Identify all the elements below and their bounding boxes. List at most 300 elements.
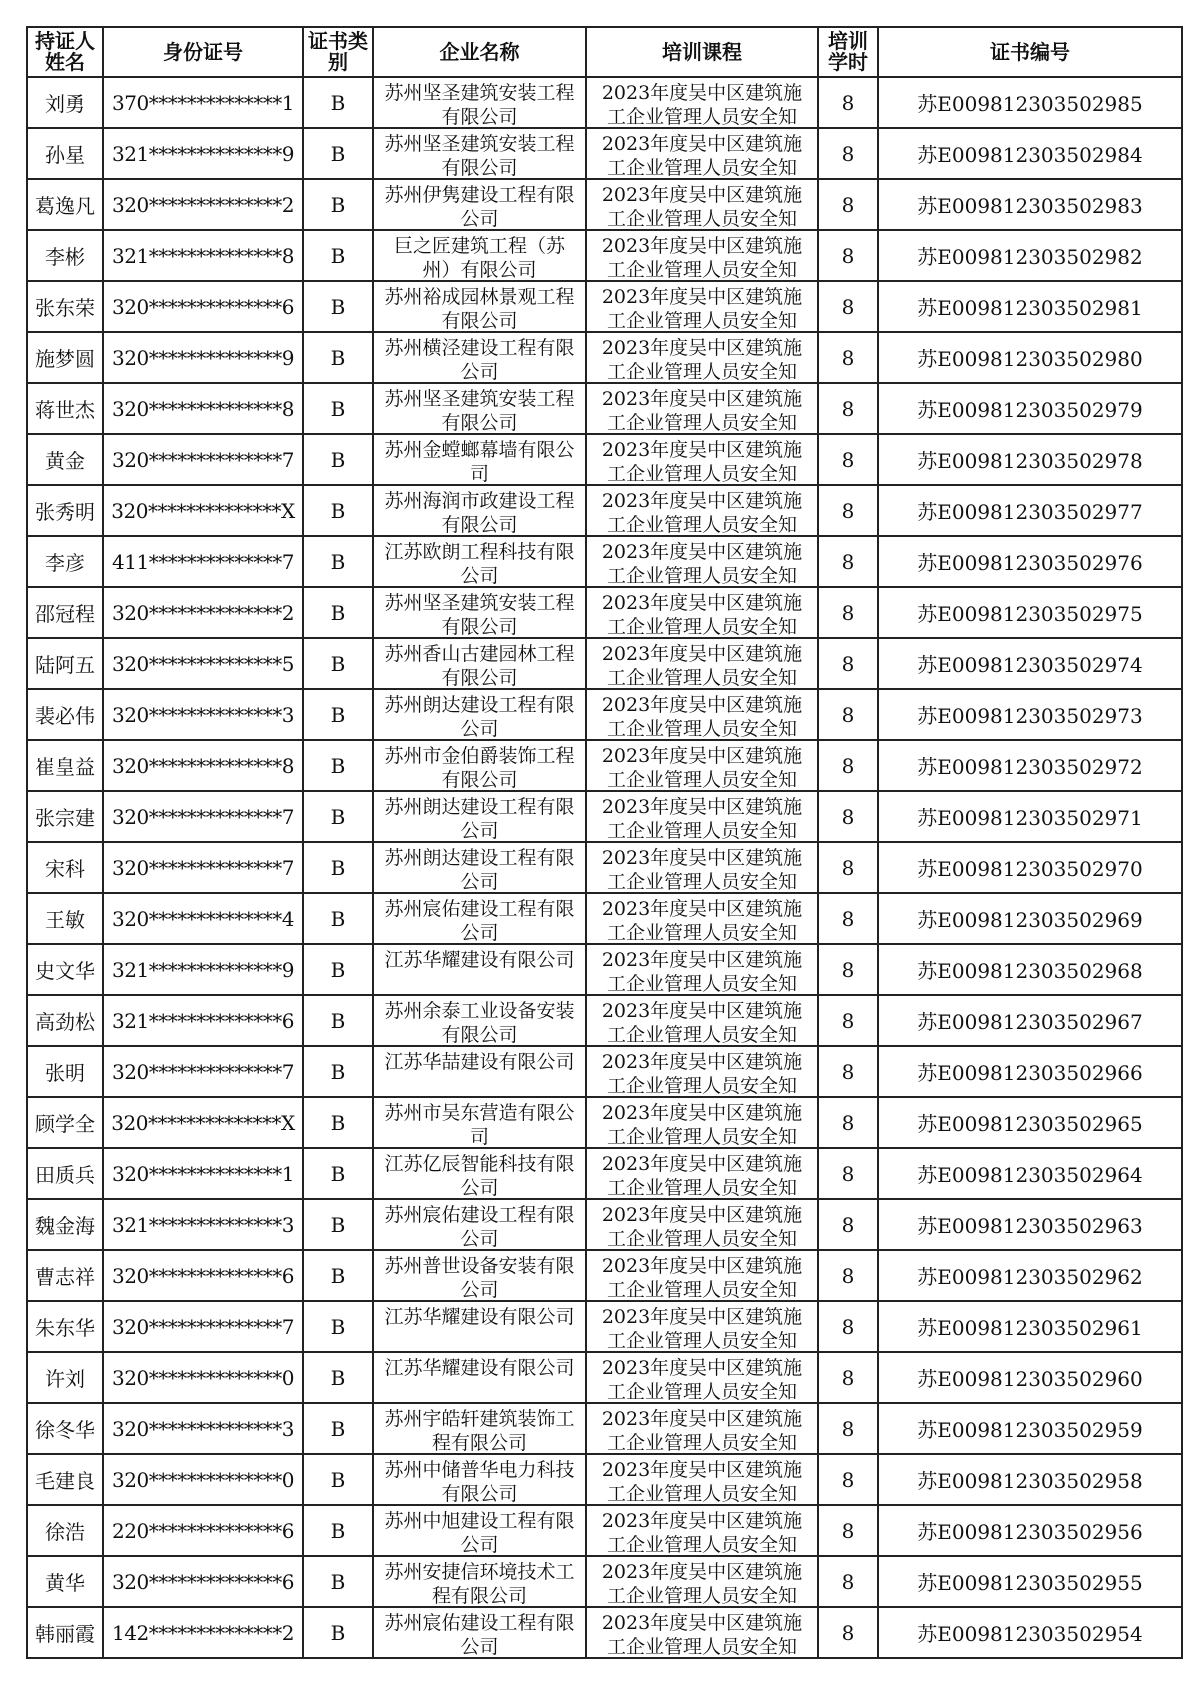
company-name-cell	[373, 1607, 586, 1658]
holder-name: 田质兵	[27, 1148, 103, 1199]
holder-name: 顾学全	[27, 1097, 103, 1148]
company-name: 苏州宸佑建设工程有限公司	[384, 897, 575, 943]
holder-name: 张秀明	[27, 485, 103, 536]
course-cell	[586, 1352, 818, 1403]
cert-category: B	[303, 944, 373, 995]
training-hours: 8	[818, 281, 878, 332]
company-name: 苏州安捷信环境技术工程有限公司	[384, 1560, 575, 1606]
company-name-cell	[373, 1250, 586, 1301]
cert-number: 苏E009812303502960	[878, 1352, 1182, 1403]
company-name: 苏州坚圣建筑安装工程有限公司	[384, 387, 575, 433]
cert-category: B	[303, 281, 373, 332]
course-name: 2023年度吴中区建筑施工企业管理人员安全知	[601, 387, 803, 433]
course-name: 2023年度吴中区建筑施工企业管理人员安全知	[601, 999, 803, 1045]
id-number: 320**************2	[103, 587, 303, 638]
course-cell	[586, 1607, 818, 1658]
training-hours: 8	[818, 842, 878, 893]
company-name-cell	[373, 638, 586, 689]
table-row	[27, 1454, 1182, 1505]
header-cert-no: 证书编号	[878, 27, 1182, 77]
course-cell	[586, 1250, 818, 1301]
cert-category: B	[303, 1250, 373, 1301]
cert-category: B	[303, 230, 373, 281]
holder-name: 王敏	[27, 893, 103, 944]
course-cell	[586, 1097, 818, 1148]
table-row	[27, 740, 1182, 791]
cert-category: B	[303, 1199, 373, 1250]
id-number: 321**************9	[103, 128, 303, 179]
cert-category: B	[303, 332, 373, 383]
table-row	[27, 1148, 1182, 1199]
holder-name: 朱东华	[27, 1301, 103, 1352]
training-hours: 8	[818, 1199, 878, 1250]
course-cell	[586, 1046, 818, 1097]
company-name-cell	[373, 179, 586, 230]
course-cell	[586, 485, 818, 536]
id-number: 320**************6	[103, 281, 303, 332]
course-name: 2023年度吴中区建筑施工企业管理人员安全知	[601, 1458, 803, 1504]
company-name: 苏州市吴东营造有限公司	[384, 1101, 575, 1147]
course-name: 2023年度吴中区建筑施工企业管理人员安全知	[601, 1305, 803, 1351]
table-row	[27, 332, 1182, 383]
company-name: 苏州伊隽建设工程有限公司	[384, 183, 575, 229]
cert-number: 苏E009812303502970	[878, 842, 1182, 893]
training-hours: 8	[818, 77, 878, 128]
cert-number: 苏E009812303502965	[878, 1097, 1182, 1148]
id-number: 321**************6	[103, 995, 303, 1046]
company-name: 苏州中旭建设工程有限公司	[384, 1509, 575, 1555]
course-cell	[586, 638, 818, 689]
course-name: 2023年度吴中区建筑施工企业管理人员安全知	[601, 1050, 803, 1096]
course-name: 2023年度吴中区建筑施工企业管理人员安全知	[601, 1560, 803, 1606]
company-name: 江苏亿辰智能科技有限公司	[384, 1152, 575, 1198]
cert-number: 苏E009812303502958	[878, 1454, 1182, 1505]
cert-category: B	[303, 842, 373, 893]
company-name: 苏州朗达建设工程有限公司	[384, 846, 575, 892]
holder-name: 韩丽霞	[27, 1607, 103, 1658]
holder-name: 施梦圆	[27, 332, 103, 383]
cert-number: 苏E009812303502981	[878, 281, 1182, 332]
company-name-cell	[373, 944, 586, 995]
holder-name: 黄金	[27, 434, 103, 485]
holder-name: 高劲松	[27, 995, 103, 1046]
company-name-cell	[373, 383, 586, 434]
table-row	[27, 281, 1182, 332]
cert-number: 苏E009812303502984	[878, 128, 1182, 179]
id-number: 320**************7	[103, 434, 303, 485]
cert-number: 苏E009812303502961	[878, 1301, 1182, 1352]
course-cell	[586, 1301, 818, 1352]
id-number: 320**************6	[103, 1556, 303, 1607]
table-row	[27, 638, 1182, 689]
training-hours: 8	[818, 230, 878, 281]
id-number: 320**************9	[103, 332, 303, 383]
id-number: 321**************3	[103, 1199, 303, 1250]
holder-name: 史文华	[27, 944, 103, 995]
holder-name: 毛建良	[27, 1454, 103, 1505]
header-row	[27, 27, 1182, 77]
company-name-cell	[373, 1454, 586, 1505]
training-hours: 8	[818, 740, 878, 791]
company-name-cell	[373, 1301, 586, 1352]
course-name: 2023年度吴中区建筑施工企业管理人员安全知	[601, 438, 803, 484]
id-number: 320**************8	[103, 740, 303, 791]
holder-name: 黄华	[27, 1556, 103, 1607]
id-number: 320**************7	[103, 1301, 303, 1352]
company-name: 江苏华喆建设有限公司	[384, 1050, 575, 1073]
training-hours: 8	[818, 1250, 878, 1301]
company-name: 江苏华耀建设有限公司	[384, 1356, 575, 1379]
id-number: 370**************1	[103, 77, 303, 128]
training-hours: 8	[818, 1148, 878, 1199]
course-cell	[586, 893, 818, 944]
holder-name: 徐冬华	[27, 1403, 103, 1454]
course-cell	[586, 332, 818, 383]
cert-category: B	[303, 740, 373, 791]
course-cell	[586, 842, 818, 893]
holder-name: 蒋世杰	[27, 383, 103, 434]
training-hours: 8	[818, 1556, 878, 1607]
table-row	[27, 179, 1182, 230]
company-name-cell	[373, 1148, 586, 1199]
course-cell	[586, 1556, 818, 1607]
course-cell	[586, 434, 818, 485]
cert-category: B	[303, 995, 373, 1046]
company-name: 江苏华耀建设有限公司	[384, 948, 575, 971]
table-header	[27, 27, 1182, 77]
id-number: 320**************3	[103, 689, 303, 740]
table-row	[27, 434, 1182, 485]
cert-category: B	[303, 1403, 373, 1454]
company-name-cell	[373, 536, 586, 587]
table-row	[27, 1607, 1182, 1658]
cert-category: B	[303, 128, 373, 179]
course-name: 2023年度吴中区建筑施工企业管理人员安全知	[601, 1152, 803, 1198]
course-name: 2023年度吴中区建筑施工企业管理人员安全知	[601, 897, 803, 943]
holder-name: 崔皇益	[27, 740, 103, 791]
table-row	[27, 1199, 1182, 1250]
holder-name: 徐浩	[27, 1505, 103, 1556]
cert-category: B	[303, 791, 373, 842]
cert-number: 苏E009812303502971	[878, 791, 1182, 842]
training-hours: 8	[818, 638, 878, 689]
id-number: 320**************4	[103, 893, 303, 944]
course-name: 2023年度吴中区建筑施工企业管理人员安全知	[601, 1101, 803, 1147]
course-name: 2023年度吴中区建筑施工企业管理人员安全知	[601, 183, 803, 229]
course-name: 2023年度吴中区建筑施工企业管理人员安全知	[601, 591, 803, 637]
cert-number: 苏E009812303502959	[878, 1403, 1182, 1454]
training-hours: 8	[818, 179, 878, 230]
cert-category: B	[303, 77, 373, 128]
cert-number: 苏E009812303502956	[878, 1505, 1182, 1556]
cert-category: B	[303, 1607, 373, 1658]
holder-name: 裴必伟	[27, 689, 103, 740]
course-cell	[586, 536, 818, 587]
training-hours: 8	[818, 587, 878, 638]
training-hours: 8	[818, 128, 878, 179]
company-name-cell	[373, 1199, 586, 1250]
table-row	[27, 893, 1182, 944]
id-number: 320**************7	[103, 842, 303, 893]
id-number: 320**************0	[103, 1454, 303, 1505]
company-name-cell	[373, 1556, 586, 1607]
cert-number: 苏E009812303502985	[878, 77, 1182, 128]
company-name-cell	[373, 740, 586, 791]
company-name: 巨之匠建筑工程（苏州）有限公司	[393, 234, 565, 280]
company-name: 苏州宇皓轩建筑装饰工程有限公司	[384, 1407, 575, 1453]
training-hours: 8	[818, 1301, 878, 1352]
cert-number: 苏E009812303502974	[878, 638, 1182, 689]
cert-number: 苏E009812303502982	[878, 230, 1182, 281]
table-row	[27, 128, 1182, 179]
course-name: 2023年度吴中区建筑施工企业管理人员安全知	[601, 336, 803, 382]
company-name-cell	[373, 230, 586, 281]
company-name: 江苏欧朗工程科技有限公司	[384, 540, 575, 586]
cert-category: B	[303, 1301, 373, 1352]
holder-name: 刘勇	[27, 77, 103, 128]
table-row	[27, 1097, 1182, 1148]
company-name-cell	[373, 434, 586, 485]
course-name: 2023年度吴中区建筑施工企业管理人员安全知	[601, 1407, 803, 1453]
id-number: 320**************X	[103, 485, 303, 536]
course-name: 2023年度吴中区建筑施工企业管理人员安全知	[601, 132, 803, 178]
cert-number: 苏E009812303502968	[878, 944, 1182, 995]
table-row	[27, 77, 1182, 128]
id-number: 321**************9	[103, 944, 303, 995]
training-hours: 8	[818, 383, 878, 434]
course-name: 2023年度吴中区建筑施工企业管理人员安全知	[601, 744, 803, 790]
cert-category: B	[303, 587, 373, 638]
course-cell	[586, 383, 818, 434]
company-name: 苏州朗达建设工程有限公司	[384, 693, 575, 739]
company-name-cell	[373, 791, 586, 842]
training-hours: 8	[818, 995, 878, 1046]
training-hours: 8	[818, 1505, 878, 1556]
company-name: 苏州金螳螂幕墙有限公司	[384, 438, 575, 484]
header-hours: 培训学时	[818, 27, 878, 77]
table-row	[27, 689, 1182, 740]
id-number: 142**************2	[103, 1607, 303, 1658]
holder-name: 魏金海	[27, 1199, 103, 1250]
training-hours: 8	[818, 893, 878, 944]
holder-name: 陆阿五	[27, 638, 103, 689]
course-cell	[586, 179, 818, 230]
cert-number: 苏E009812303502955	[878, 1556, 1182, 1607]
course-name: 2023年度吴中区建筑施工企业管理人员安全知	[601, 1611, 803, 1657]
training-hours: 8	[818, 944, 878, 995]
company-name-cell	[373, 1505, 586, 1556]
id-number: 320**************6	[103, 1250, 303, 1301]
id-number: 320**************0	[103, 1352, 303, 1403]
cert-category: B	[303, 638, 373, 689]
holder-name: 宋科	[27, 842, 103, 893]
cert-category: B	[303, 689, 373, 740]
table-row	[27, 1505, 1182, 1556]
id-number: 320**************X	[103, 1097, 303, 1148]
training-hours: 8	[818, 689, 878, 740]
id-number: 320**************7	[103, 1046, 303, 1097]
training-hours: 8	[818, 791, 878, 842]
company-name: 苏州坚圣建筑安装工程有限公司	[384, 591, 575, 637]
course-cell	[586, 689, 818, 740]
header-name: 持证人姓名	[27, 27, 103, 77]
cert-category: B	[303, 485, 373, 536]
cert-number: 苏E009812303502967	[878, 995, 1182, 1046]
table-row	[27, 230, 1182, 281]
header-company: 企业名称	[373, 27, 586, 77]
cert-category: B	[303, 1148, 373, 1199]
cert-number: 苏E009812303502954	[878, 1607, 1182, 1658]
holder-name: 张宗建	[27, 791, 103, 842]
company-name-cell	[373, 893, 586, 944]
training-hours: 8	[818, 332, 878, 383]
id-number: 320**************3	[103, 1403, 303, 1454]
holder-name: 曹志祥	[27, 1250, 103, 1301]
company-name-cell	[373, 689, 586, 740]
company-name-cell	[373, 995, 586, 1046]
course-name: 2023年度吴中区建筑施工企业管理人员安全知	[601, 234, 803, 280]
company-name: 苏州市金伯爵装饰工程有限公司	[384, 744, 575, 790]
training-hours: 8	[818, 1454, 878, 1505]
cert-category: B	[303, 434, 373, 485]
course-name: 2023年度吴中区建筑施工企业管理人员安全知	[601, 693, 803, 739]
table-row	[27, 1403, 1182, 1454]
cert-category: B	[303, 1352, 373, 1403]
id-number: 220**************6	[103, 1505, 303, 1556]
course-name: 2023年度吴中区建筑施工企业管理人员安全知	[601, 948, 803, 994]
course-cell	[586, 995, 818, 1046]
company-name: 苏州宸佑建设工程有限公司	[384, 1203, 575, 1249]
table-row	[27, 995, 1182, 1046]
cert-category: B	[303, 893, 373, 944]
id-number: 320**************1	[103, 1148, 303, 1199]
course-name: 2023年度吴中区建筑施工企业管理人员安全知	[601, 81, 803, 127]
course-cell	[586, 1199, 818, 1250]
cert-number: 苏E009812303502969	[878, 893, 1182, 944]
holder-name: 李彬	[27, 230, 103, 281]
training-hours: 8	[818, 485, 878, 536]
cert-category: B	[303, 1046, 373, 1097]
holder-name: 许刘	[27, 1352, 103, 1403]
course-cell	[586, 281, 818, 332]
course-name: 2023年度吴中区建筑施工企业管理人员安全知	[601, 1203, 803, 1249]
company-name: 苏州普世设备安装有限公司	[384, 1254, 575, 1300]
holder-name: 李彦	[27, 536, 103, 587]
training-hours: 8	[818, 1403, 878, 1454]
cert-category: B	[303, 1505, 373, 1556]
header-course: 培训课程	[586, 27, 818, 77]
course-cell	[586, 1148, 818, 1199]
course-name: 2023年度吴中区建筑施工企业管理人员安全知	[601, 285, 803, 331]
company-name-cell	[373, 1403, 586, 1454]
cert-number: 苏E009812303502972	[878, 740, 1182, 791]
holder-name: 张明	[27, 1046, 103, 1097]
id-number: 320**************2	[103, 179, 303, 230]
company-name-cell	[373, 485, 586, 536]
course-name: 2023年度吴中区建筑施工企业管理人员安全知	[601, 489, 803, 535]
id-number: 320**************8	[103, 383, 303, 434]
holder-name: 张东荣	[27, 281, 103, 332]
company-name-cell	[373, 1097, 586, 1148]
company-name: 苏州宸佑建设工程有限公司	[384, 1611, 575, 1657]
training-hours: 8	[818, 1046, 878, 1097]
table-row	[27, 485, 1182, 536]
cert-number: 苏E009812303502975	[878, 587, 1182, 638]
company-name-cell	[373, 1046, 586, 1097]
id-number: 411**************7	[103, 536, 303, 587]
id-number: 320**************7	[103, 791, 303, 842]
course-cell	[586, 1403, 818, 1454]
course-name: 2023年度吴中区建筑施工企业管理人员安全知	[601, 795, 803, 841]
company-name-cell	[373, 281, 586, 332]
training-hours: 8	[818, 434, 878, 485]
cert-number: 苏E009812303502964	[878, 1148, 1182, 1199]
cert-number: 苏E009812303502983	[878, 179, 1182, 230]
company-name-cell	[373, 128, 586, 179]
table-row	[27, 944, 1182, 995]
cert-number: 苏E009812303502978	[878, 434, 1182, 485]
table-row	[27, 383, 1182, 434]
company-name: 苏州坚圣建筑安装工程有限公司	[384, 81, 575, 127]
table-row	[27, 1046, 1182, 1097]
cert-category: B	[303, 1454, 373, 1505]
cert-category: B	[303, 1097, 373, 1148]
course-cell	[586, 77, 818, 128]
company-name-cell	[373, 587, 586, 638]
company-name: 苏州朗达建设工程有限公司	[384, 795, 575, 841]
training-hours: 8	[818, 1352, 878, 1403]
training-hours: 8	[818, 1097, 878, 1148]
course-name: 2023年度吴中区建筑施工企业管理人员安全知	[601, 540, 803, 586]
table-row	[27, 791, 1182, 842]
holder-name: 孙星	[27, 128, 103, 179]
cert-category: B	[303, 1556, 373, 1607]
course-name: 2023年度吴中区建筑施工企业管理人员安全知	[601, 1356, 803, 1402]
cert-number: 苏E009812303502962	[878, 1250, 1182, 1301]
cert-number: 苏E009812303502963	[878, 1199, 1182, 1250]
course-cell	[586, 740, 818, 791]
cert-number: 苏E009812303502977	[878, 485, 1182, 536]
table-row	[27, 536, 1182, 587]
holder-name: 邵冠程	[27, 587, 103, 638]
cert-category: B	[303, 179, 373, 230]
course-name: 2023年度吴中区建筑施工企业管理人员安全知	[601, 1509, 803, 1555]
table-row	[27, 1250, 1182, 1301]
company-name: 苏州海润市政建设工程有限公司	[384, 489, 575, 535]
training-hours: 8	[818, 1607, 878, 1658]
company-name-cell	[373, 77, 586, 128]
cert-number: 苏E009812303502980	[878, 332, 1182, 383]
company-name: 苏州香山古建园林工程有限公司	[384, 642, 575, 688]
course-cell	[586, 791, 818, 842]
course-name: 2023年度吴中区建筑施工企业管理人员安全知	[601, 1254, 803, 1300]
course-cell	[586, 230, 818, 281]
cert-number: 苏E009812303502979	[878, 383, 1182, 434]
table-row	[27, 842, 1182, 893]
company-name: 苏州坚圣建筑安装工程有限公司	[384, 132, 575, 178]
course-cell	[586, 587, 818, 638]
company-name: 苏州余泰工业设备安装有限公司	[384, 999, 575, 1045]
company-name-cell	[373, 1352, 586, 1403]
course-cell	[586, 1454, 818, 1505]
company-name: 江苏华耀建设有限公司	[384, 1305, 575, 1328]
course-name: 2023年度吴中区建筑施工企业管理人员安全知	[601, 642, 803, 688]
course-cell	[586, 944, 818, 995]
company-name: 苏州横泾建设工程有限公司	[384, 336, 575, 382]
course-name: 2023年度吴中区建筑施工企业管理人员安全知	[601, 846, 803, 892]
course-cell	[586, 128, 818, 179]
company-name: 苏州裕成园林景观工程有限公司	[384, 285, 575, 331]
